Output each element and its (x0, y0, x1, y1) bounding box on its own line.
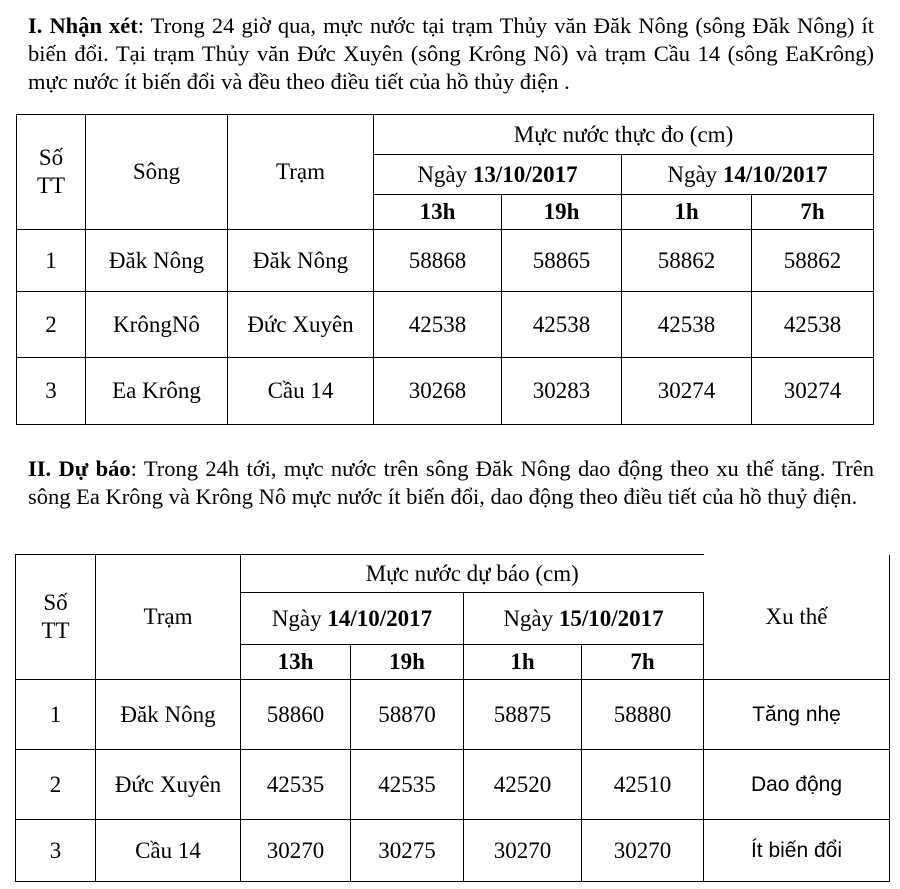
section1-label: I. Nhận xét (28, 13, 138, 38)
header-day-2: Ngày 14/10/2017 (622, 155, 874, 195)
header-group-forecast: Mực nước dự báo (cm) (241, 555, 704, 593)
table-row (16, 750, 890, 820)
cell-value: 58862 (752, 230, 874, 292)
cell-value: 42538 (752, 292, 874, 358)
cell-tram: Cầu 14 (96, 820, 241, 882)
cell-trend: Dao động (704, 750, 890, 820)
cell-value: 58870 (351, 680, 464, 750)
cell-song: KrôngNô (86, 292, 228, 358)
cell-value: 30275 (351, 820, 464, 882)
cell-stt: 2 (16, 750, 96, 820)
cell-song: Ea Krông (86, 358, 228, 425)
cell-stt: 1 (16, 680, 96, 750)
cell-value: 58860 (241, 680, 351, 750)
section2-label: II. Dự báo (28, 456, 131, 481)
cell-trend: Tăng nhẹ (704, 680, 890, 750)
cell-value: 58880 (582, 680, 704, 750)
section1-text: : Trong 24 giờ qua, mực nước tại trạm Thủy văn Đăk Nông (sông Đăk Nông) ít biến đổi. Tại trạm Thủy văn Đức Xuyên (sông Krông Nô) và trạm Cầu 14 (sông EaKrông) mực nước ít biến đổi và đều theo điều tiết của hồ thủy điện . (28, 13, 875, 94)
cell-value: 58875 (464, 680, 582, 750)
cell-value: 30268 (374, 358, 502, 425)
cell-tram: Đăk Nông (228, 230, 374, 292)
header-song: Sông (86, 115, 228, 230)
cell-value: 30270 (464, 820, 582, 882)
cell-value: 42520 (464, 750, 582, 820)
header-day-1: Ngày 14/10/2017 (241, 593, 464, 645)
cell-value: 30270 (241, 820, 351, 882)
cell-value: 30270 (582, 820, 704, 882)
forecast-water-level-table (15, 554, 890, 882)
header-hour: 1h (622, 195, 752, 230)
cell-value: 30283 (502, 358, 622, 425)
header-group-observed: Mực nước thực đo (cm) (374, 115, 874, 155)
header-stt: Số TT (17, 115, 86, 230)
cell-tram: Đăk Nông (96, 680, 241, 750)
cell-tram: Cầu 14 (228, 358, 374, 425)
header-hour: 1h (464, 645, 582, 680)
table-row (17, 358, 874, 425)
cell-value: 30274 (622, 358, 752, 425)
cell-value: 42538 (374, 292, 502, 358)
table-row (16, 680, 890, 750)
cell-stt: 3 (17, 358, 86, 425)
header-hour: 19h (502, 195, 622, 230)
header-tram: Trạm (228, 115, 374, 230)
section1-paragraph (28, 12, 874, 96)
header-hour: 19h (351, 645, 464, 680)
cell-value: 42535 (351, 750, 464, 820)
cell-song: Đăk Nông (86, 230, 228, 292)
cell-value: 58868 (374, 230, 502, 292)
header-hour: 7h (752, 195, 874, 230)
table-row (17, 292, 874, 358)
cell-value: 42538 (502, 292, 622, 358)
cell-trend: Ít biến đổi (704, 820, 890, 882)
cell-value: 42510 (582, 750, 704, 820)
cell-value: 58865 (502, 230, 622, 292)
cell-stt: 3 (16, 820, 96, 882)
observed-water-level-table (16, 114, 874, 425)
cell-value: 42538 (622, 292, 752, 358)
header-day-2: Ngày 15/10/2017 (464, 593, 704, 645)
table-row (16, 820, 890, 882)
cell-tram: Đức Xuyên (96, 750, 241, 820)
header-trend: Xu thế (704, 555, 890, 680)
table-row (17, 230, 874, 292)
header-day-1: Ngày 13/10/2017 (374, 155, 622, 195)
header-hour: 13h (241, 645, 351, 680)
cell-value: 30274 (752, 358, 874, 425)
header-tram: Trạm (96, 555, 241, 680)
section2-paragraph (28, 455, 874, 511)
header-stt: Số TT (16, 555, 96, 680)
cell-value: 42535 (241, 750, 351, 820)
cell-tram: Đức Xuyên (228, 292, 374, 358)
section2-text: : Trong 24h tới, mực nước trên sông Đăk Nông dao động theo xu thế tăng. Trên sông Ea Krông và Krông Nô mực nước ít biến đổi, dao động theo điều tiết của hồ thuỷ điện. (28, 456, 874, 509)
header-hour: 13h (374, 195, 502, 230)
cell-stt: 1 (17, 230, 86, 292)
cell-stt: 2 (17, 292, 86, 358)
header-hour: 7h (582, 645, 704, 680)
cell-value: 58862 (622, 230, 752, 292)
